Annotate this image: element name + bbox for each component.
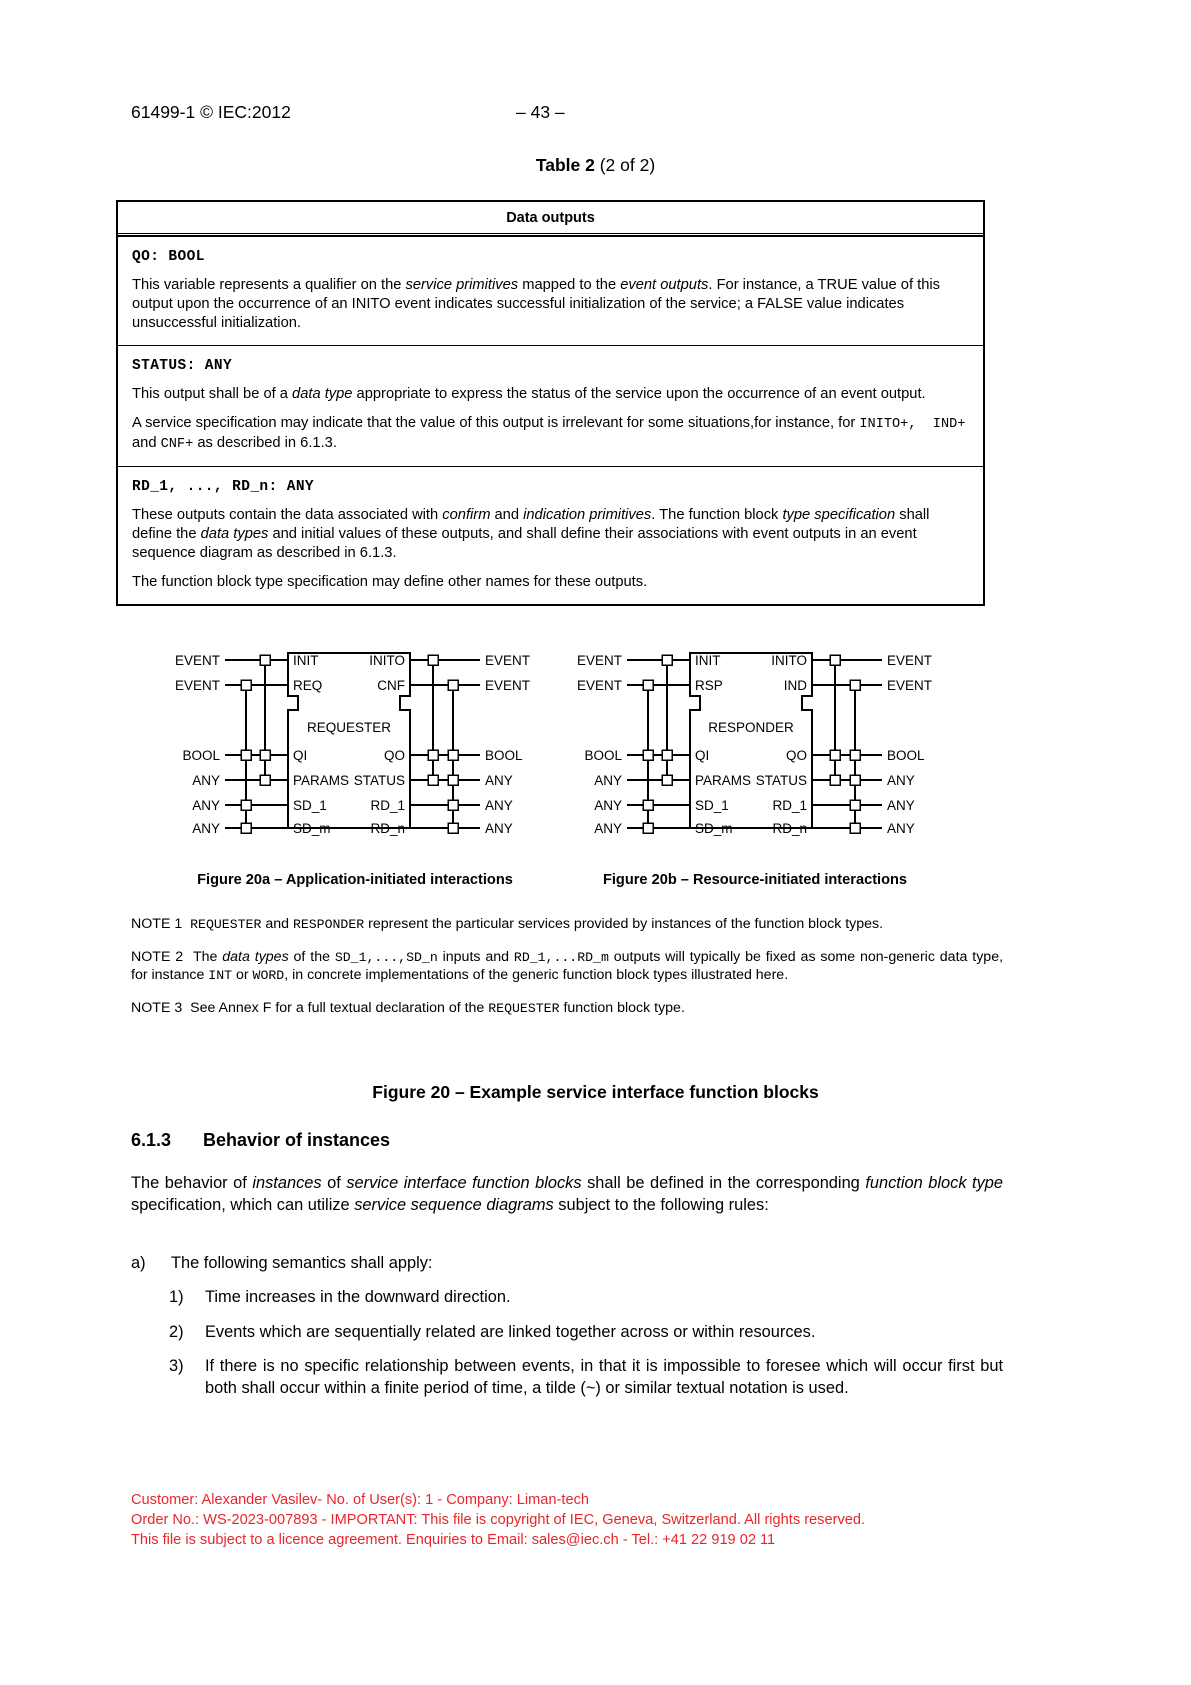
list-item-marker: 1) [169,1288,184,1307]
fig-b-block-name: RESPONDER [708,720,794,735]
fig-b-left-data-type-1: ANY [594,773,622,788]
fig-a-data-input-3: SD_m [293,821,331,836]
table-row [118,466,983,604]
fig-a-data-output-3: RD_n [370,821,405,836]
list-item [169,1286,1003,1308]
table-caption-bold: Table 2 [535,155,595,175]
note-2-t2: of the [288,948,335,965]
fig-a-left-data-type-1: ANY [192,773,220,788]
note-2-mono-4: WORD [252,968,285,984]
fig-a-event-input-1: REQ [293,678,323,693]
note-2-t3: inputs and [437,948,514,965]
table-header-cell: Data outputs [118,202,983,236]
intro-mid-1: of [321,1174,347,1192]
note-2-t1: The [192,948,223,965]
intro-suffix: subject to the following rules: [553,1196,769,1215]
note-2-mono-2: RD_1,...RD_m [513,949,609,965]
table-caption [0,155,1191,176]
fig-a-data-output-2: RD_1 [370,798,405,813]
fig-a-left-data-type-0: BOOL [182,748,220,763]
fig-b-right-data-type-1: ANY [887,773,915,788]
note-2 [131,948,1003,985]
fig-a-right-data-type-1: ANY [485,773,513,788]
list-item-marker: a) [131,1254,146,1272]
fig-b-left-event-type-0: EVENT [576,653,622,668]
fig-b-data-output-2: RD_1 [772,798,807,813]
fig-b-event-input-0: INIT [695,653,721,668]
footer-line-2: Order No.: WS-2023-007893 - IMPORTANT: This file is copyright of IEC, Geneva, Switzerland. All rights reserved. [131,1512,866,1529]
fig-a-data-input-2: SD_1 [293,798,327,813]
fig-b-left-data-type-0: BOOL [584,748,622,763]
table-row [118,236,983,345]
row-paragraph: These outputs contain the data associated with confirm and indication primitives. The function block type specification shall define the data types and initial values of these outputs, and shall define their associations with event outputs in an event sequence diagram as described in 6.1.3. [132,506,930,561]
fig-b-right-event-type-1: EVENT [887,678,933,693]
fig-a-left-event-type-0: EVENT [174,653,220,668]
figure-20-diagrams [0,628,1191,858]
table-row [118,345,983,465]
fig-b-event-output-0: INITO [771,653,807,668]
fig-a-right-data-type-2: ANY [485,798,513,813]
note-2-t5: or [232,967,253,984]
list-item-text: If there is no specific relationship between events, in that it is impossible to foresee which will occur first but both shall occur within a finite period of time, a tilde (~) or similar textual notation is used. [205,1356,1003,1398]
fig-a-right-data-type-3: ANY [485,821,513,836]
note-1-mid: and [261,916,293,932]
data-outputs-table [116,200,985,606]
fig-a-right-event-type-0: EVENT [485,653,531,668]
fig-a-data-input-1: PARAMS [293,773,350,788]
variable-signature: QO: BOOL [132,249,205,265]
fig-b-left-event-type-1: EVENT [576,678,622,693]
fig-b-right-event-type-0: EVENT [887,653,933,668]
figure-20a-caption: Figure 20a – Application-initiated interactions [197,872,513,888]
fig-a-event-output-1: CNF [377,678,405,693]
fig-a-right-event-type-1: EVENT [485,678,531,693]
list-item-marker: 3) [169,1356,184,1375]
fig-b-left-data-type-2: ANY [594,798,622,813]
notes-block [131,915,1003,1032]
list-item-marker: 2) [169,1322,184,1341]
list-item [131,1252,1003,1274]
note-2-t4: outputs will typically be fixed as some non-generic data type, for instance [131,948,1004,984]
intro-em-1: instances [252,1174,322,1192]
fig-b-data-input-3: SD_m [695,821,733,836]
intro-mid-3: specification, which can utilize [131,1196,355,1215]
fig-b-event-input-1: RSP [695,678,723,693]
figure-20-caption: Figure 20 – Example service interface function blocks [372,1082,819,1102]
intro-em-4: service sequence diagrams [354,1196,554,1215]
note-1-text: represent the particular services provided by instances of the function block types. [364,916,884,932]
footer-line-3: This file is subject to a licence agreement. Enquiries to Email: sales@iec.ch - Tel.: +41 22 919 02 11 [131,1532,776,1549]
row-paragraph: The function block type specification may define other names for these outputs. [132,574,648,591]
intro-em-3: function block type [865,1174,1004,1192]
note-3-t2: function block type. [559,1000,685,1017]
fig-a-left-data-type-3: ANY [192,821,220,836]
section-number: 6.1.3 [131,1130,172,1150]
function-block-diagram-responder [570,628,940,853]
note-2-t6: , in concrete implementations of the generic function block types illustrated here. [284,967,789,984]
fig-b-event-output-1: IND [783,678,807,693]
note-2-mono-1: SD_1,...,SD_n [334,949,438,965]
note-2-mono-3: INT [208,968,233,984]
intro-mid-2: shall be defined in the corresponding [581,1174,866,1192]
note-2-label: NOTE 2 [131,948,184,965]
table-caption-rest: (2 of 2) [594,155,656,175]
footer-line-1: Customer: Alexander Vasilev- No. of User(s): 1 - Company: Liman-tech [131,1492,589,1508]
fig-a-left-data-type-2: ANY [192,798,220,813]
intro-em-2: service interface function blocks [346,1174,582,1192]
variable-signature: STATUS: ANY [132,358,233,375]
fig-a-block-name: REQUESTER [306,720,392,735]
rules-list [131,1252,1003,1412]
list-item-text: Events which are sequentially related are linked together across or within resources. [205,1322,816,1341]
note-3-label: NOTE 3 [131,1000,183,1017]
fig-b-data-input-1: PARAMS [695,773,752,788]
standard-reference: 61499-1 © IEC:2012 [131,102,291,122]
list-item-text: The following semantics shall apply: [171,1254,433,1272]
note-1 [131,915,1003,934]
intro-prefix: The behavior of [131,1174,253,1192]
fig-b-data-output-3: RD_n [772,821,807,836]
fig-a-data-output-1: STATUS [353,773,405,788]
licence-footer [131,1490,1031,1550]
fig-a-event-input-0: INIT [293,653,319,668]
page-number: – 43 – [516,102,565,122]
note-3-t1: See Annex F for a full textual declaration of the [190,1000,489,1017]
row-paragraph: This variable represents a qualifier on the service primitives mapped to the event outputs. For instance, a TRUE value of this output upon the occurrence of an INITO event indicates successful initialization of the service; a FALSE value indicates unsuccessful initialization. [132,277,940,332]
row-paragraph: A service specification may indicate that the value of this output is irrelevant for some situations,for instance, for INITO+, IND+ and CNF+ as described in 6.1.3. [132,415,966,453]
fig-b-data-output-0: QO [785,748,807,763]
fig-b-right-data-type-0: BOOL [887,748,925,763]
section-title: Behavior of instances [203,1130,391,1150]
fig-b-data-input-2: SD_1 [695,798,729,813]
function-block-diagram-requester [168,628,538,853]
fig-a-data-output-0: QO [383,748,405,763]
running-header [131,102,1061,123]
figure-20b-caption: Figure 20b – Resource-initiated interactions [602,872,908,888]
fig-a-right-data-type-0: BOOL [485,748,523,763]
note-3 [131,999,1003,1018]
note-3-mono-1: REQUESTER [488,1001,560,1017]
fig-b-data-input-0: QI [695,748,710,763]
list-item [169,1321,1003,1343]
fig-b-data-output-1: STATUS [755,773,807,788]
fig-b-right-data-type-3: ANY [887,821,915,836]
note-2-em-1: data types [222,948,289,965]
list-item-text: Time increases in the downward direction. [205,1288,511,1307]
note-1-mono-1: REQUESTER [190,917,262,932]
note-1-mono-2: RESPONDER [292,917,365,932]
section-heading [131,1130,390,1151]
fig-b-left-data-type-3: ANY [594,821,622,836]
fig-a-left-event-type-1: EVENT [174,678,220,693]
fig-a-data-input-0: QI [293,748,308,763]
section-intro-paragraph [131,1172,1003,1217]
fig-b-right-data-type-2: ANY [887,798,915,813]
list-item [169,1355,1003,1400]
note-1-label: NOTE 1 [131,916,183,932]
fig-a-event-output-0: INITO [369,653,405,668]
row-paragraph: This output shall be of a data type appropriate to express the status of the service upon the occurrence of an event output. [132,386,926,403]
variable-signature: RD_1, ..., RD_n: ANY [132,478,315,495]
